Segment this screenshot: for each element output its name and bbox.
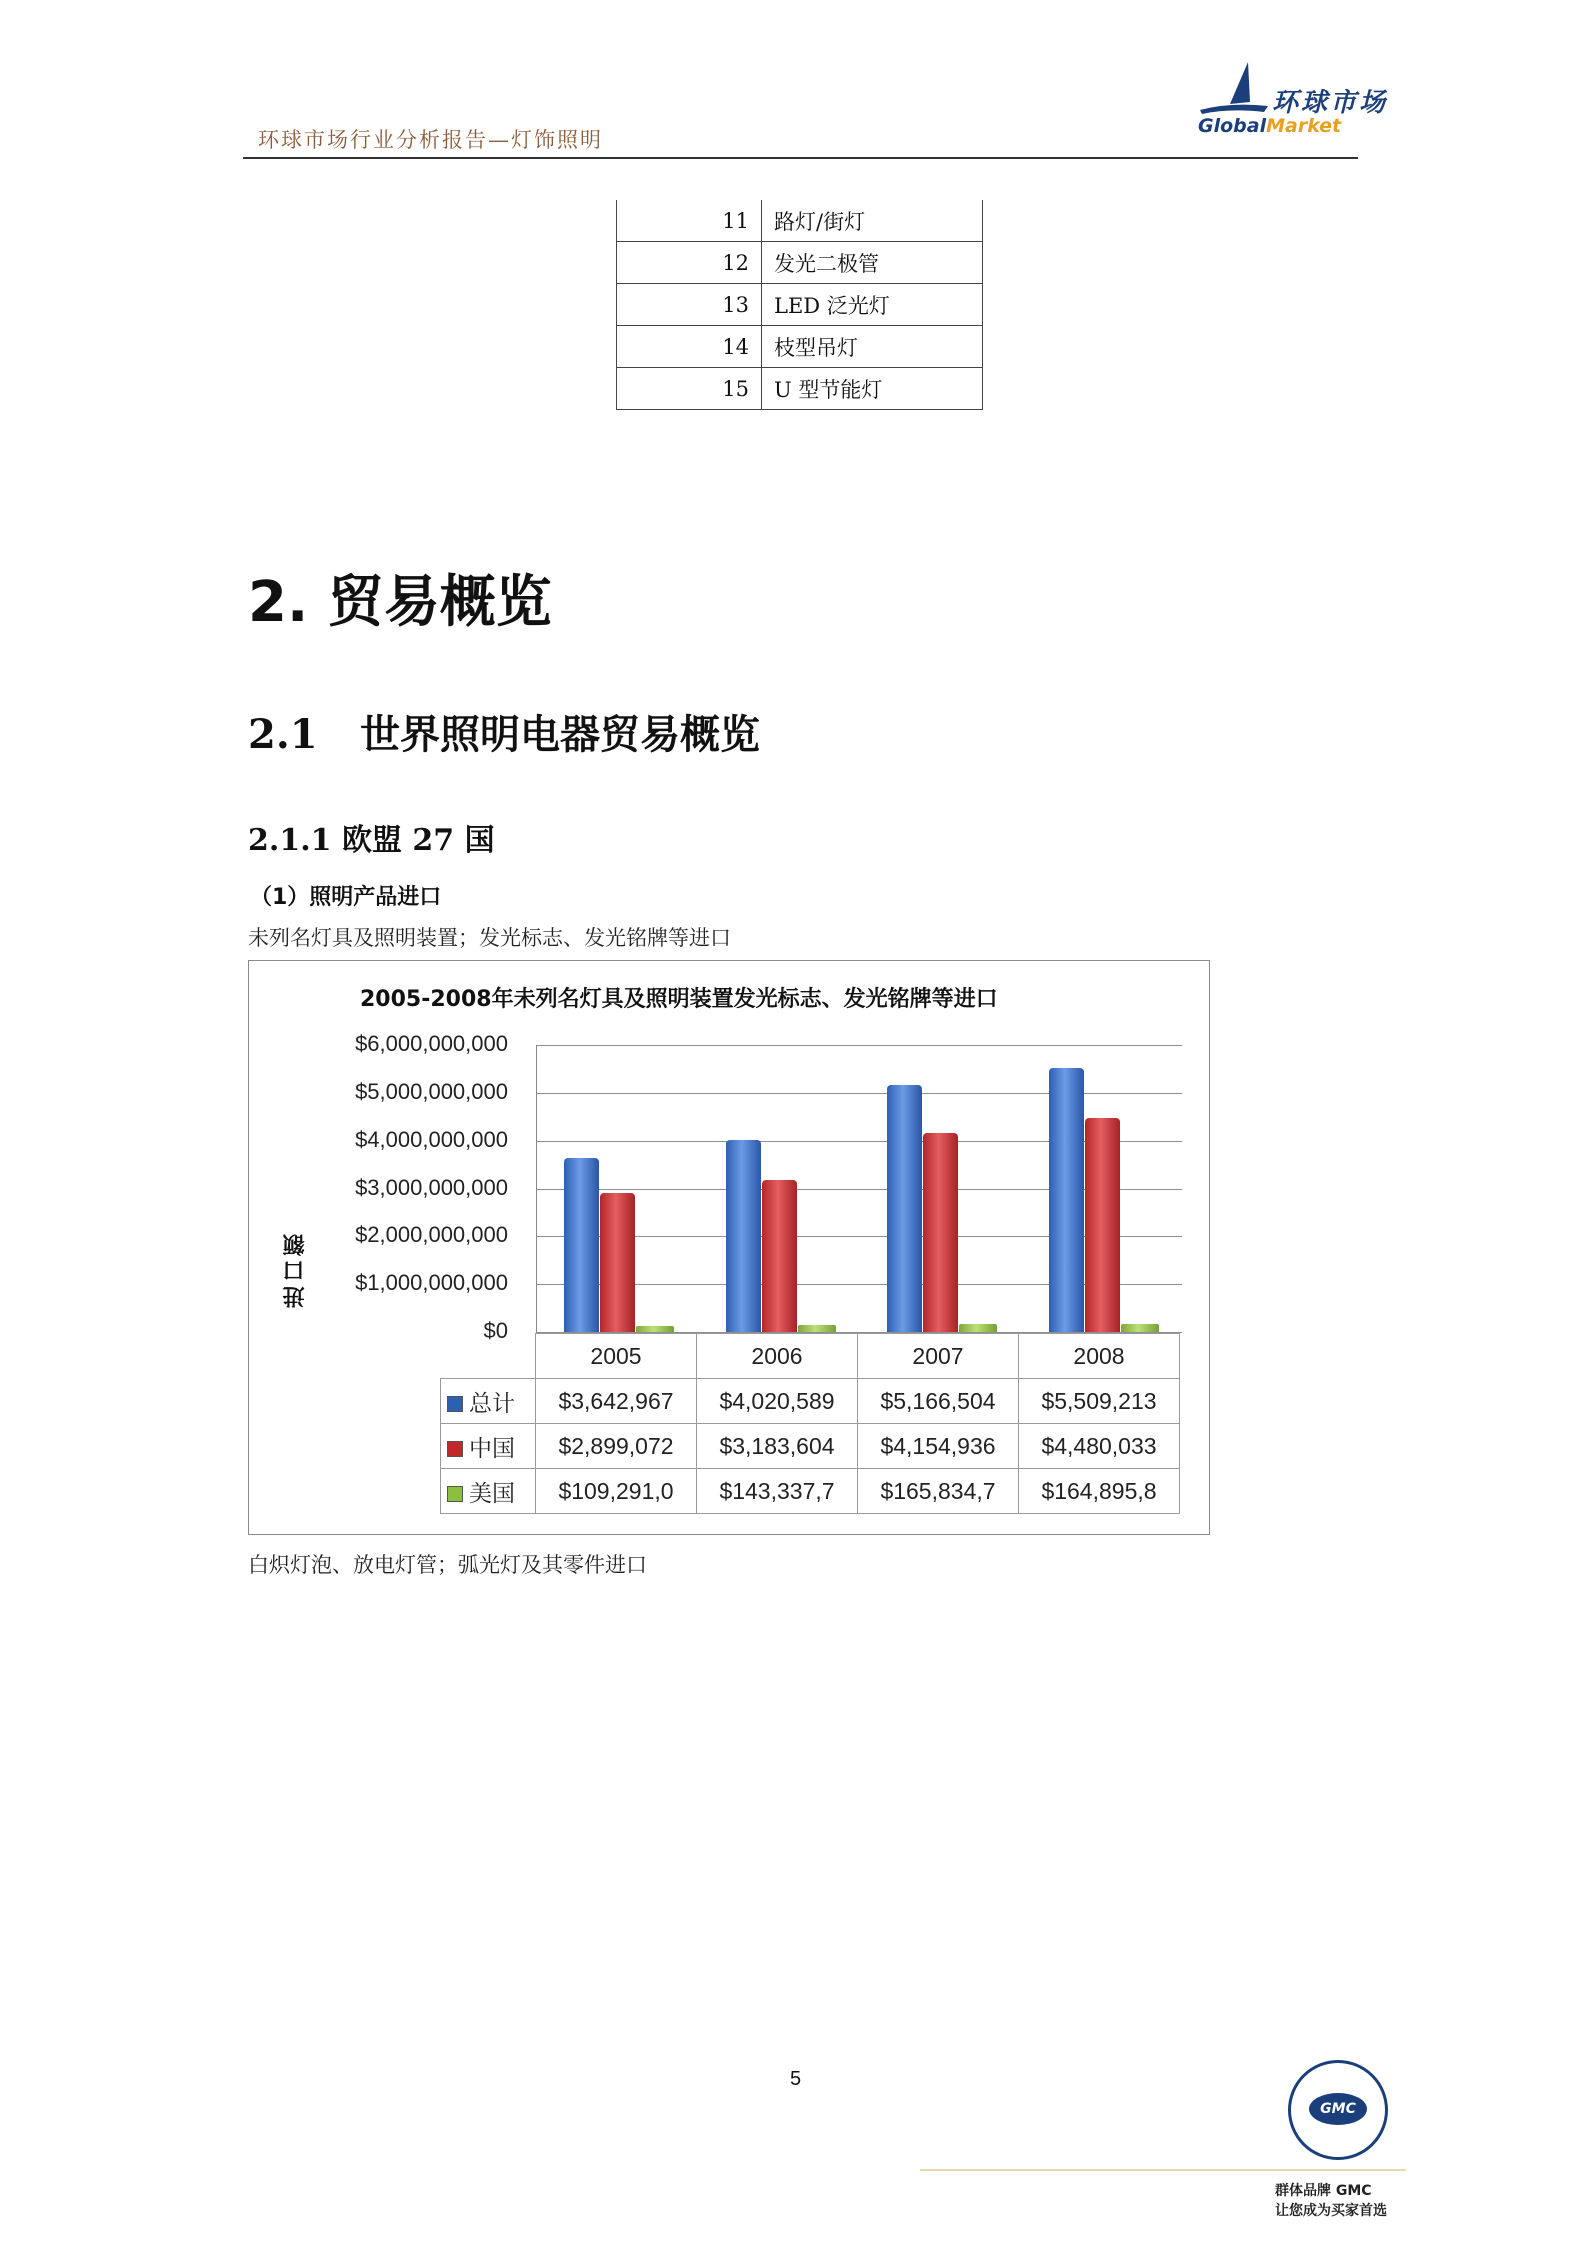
footer-slogan-1: 群体品牌 GMC <box>1275 2183 1372 2199</box>
data-value-cell: $4,154,936 <box>858 1424 1019 1469</box>
report-header-title: 环球市场行业分析报告—灯饰照明 <box>258 128 603 152</box>
product-name: 路灯/街灯 <box>762 200 983 242</box>
chart-caption: 未列名灯具及照明装置；发光标志、发光铭牌等进口 <box>248 926 731 950</box>
product-list-table <box>616 200 983 410</box>
legend-swatch <box>447 1396 463 1412</box>
row-number: 13 <box>617 284 762 326</box>
next-section-text: 白炽灯泡、放电灯管；弧光灯及其零件进口 <box>248 1553 647 1577</box>
y-tick-label: $6,000,000,000 <box>355 1031 508 1056</box>
bar-美国-2008 <box>1121 1324 1159 1332</box>
gmc-seal-text: GMC <box>1309 2093 1367 2125</box>
series-legend-cell <box>441 1424 536 1469</box>
subsection-heading: 2.1 世界照明电器贸易概览 <box>248 711 760 758</box>
data-value-cell: $143,337,7 <box>697 1469 858 1514</box>
product-name: 发光二极管 <box>762 242 983 284</box>
table-row <box>617 284 983 326</box>
x-category-label: 2007 <box>858 1334 1019 1379</box>
data-value-cell: $5,509,213 <box>1019 1379 1180 1424</box>
chart-data-table <box>440 1333 1180 1514</box>
x-category-label: 2006 <box>697 1334 858 1379</box>
series-name: 总计 <box>469 1389 515 1416</box>
series-name: 中国 <box>469 1434 515 1461</box>
section-heading: 2. 贸易概览 <box>248 570 552 635</box>
series-row <box>441 1379 1180 1424</box>
table-row <box>617 326 983 368</box>
data-value-cell: $3,183,604 <box>697 1424 858 1469</box>
row-number: 15 <box>617 368 762 410</box>
bar-中国-2007 <box>923 1133 958 1332</box>
series-name: 美国 <box>469 1479 515 1506</box>
row-number: 12 <box>617 242 762 284</box>
bar-中国-2005 <box>600 1193 635 1332</box>
bar-中国-2006 <box>762 1180 797 1332</box>
y-tick-label: $1,000,000,000 <box>355 1270 508 1296</box>
y-axis-title: 进口额 <box>283 1230 308 1308</box>
y-tick-label: $0 <box>483 1318 508 1343</box>
y-tick-label: $5,000,000,000 <box>355 1078 508 1104</box>
series-row <box>441 1469 1180 1514</box>
data-value-cell: $165,834,7 <box>858 1469 1019 1514</box>
row-number: 11 <box>617 200 762 242</box>
chart-title: 2005-2008年未列名灯具及照明装置发光标志、发光铭牌等进口 <box>360 987 998 1012</box>
product-name: LED 泛光灯 <box>762 284 983 326</box>
bar-总计-2008 <box>1049 1068 1084 1332</box>
data-value-cell: $2,899,072 <box>536 1424 697 1469</box>
row-number: 14 <box>617 326 762 368</box>
bar-总计-2007 <box>887 1085 922 1332</box>
y-tick-label: $4,000,000,000 <box>355 1126 508 1152</box>
data-value-cell: $164,895,8 <box>1019 1469 1180 1514</box>
x-category-label: 2008 <box>1019 1334 1180 1379</box>
y-tick-label: $3,000,000,000 <box>355 1174 508 1200</box>
bar-美国-2005 <box>636 1326 674 1332</box>
legend-swatch <box>447 1441 463 1457</box>
data-value-cell: $5,166,504 <box>858 1379 1019 1424</box>
subsubsection-heading: 2.1.1 欧盟 27 国 <box>248 823 495 858</box>
logo-text-en: GlobalMarket <box>1198 115 1342 137</box>
series-row <box>441 1424 1180 1469</box>
globalmarket-logo <box>1190 58 1420 140</box>
data-value-cell: $4,480,033 <box>1019 1424 1180 1469</box>
header-divider <box>243 157 1358 159</box>
sailboat-icon <box>1190 58 1270 118</box>
bar-总计-2005 <box>564 1158 599 1332</box>
item-heading: （1）照明产品进口 <box>250 885 442 910</box>
logo-text-cn: 环球市场 <box>1272 88 1389 118</box>
blank-cell <box>441 1334 536 1379</box>
data-value-cell: $109,291,0 <box>536 1469 697 1514</box>
category-header-row <box>441 1334 1180 1379</box>
data-value-cell: $3,642,967 <box>536 1379 697 1424</box>
table-row <box>617 200 983 242</box>
data-value-cell: $4,020,589 <box>697 1379 858 1424</box>
table-row <box>617 368 983 410</box>
gmc-seal-logo <box>1288 2060 1388 2160</box>
page-number: 5 <box>790 2068 802 2090</box>
y-tick-label: $2,000,000,000 <box>355 1222 508 1248</box>
bar-总计-2006 <box>726 1140 761 1332</box>
bar-美国-2007 <box>959 1324 997 1332</box>
footer-divider <box>920 2169 1406 2171</box>
series-legend-cell <box>441 1469 536 1514</box>
table-row <box>617 242 983 284</box>
series-legend-cell <box>441 1379 536 1424</box>
bar-中国-2008 <box>1085 1118 1120 1332</box>
footer-slogan-2: 让您成为买家首选 <box>1275 2203 1387 2219</box>
x-category-label: 2005 <box>536 1334 697 1379</box>
product-name: 枝型吊灯 <box>762 326 983 368</box>
product-name: U 型节能灯 <box>762 368 983 410</box>
legend-swatch <box>447 1486 463 1502</box>
bar-美国-2006 <box>798 1325 836 1332</box>
